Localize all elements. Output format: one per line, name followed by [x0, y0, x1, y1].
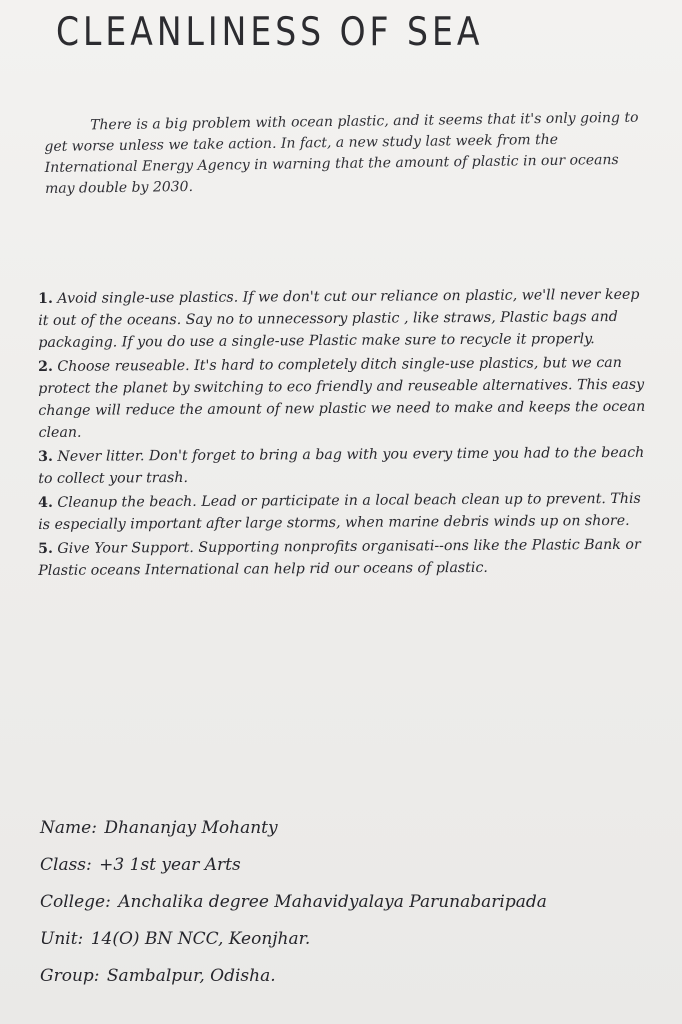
list-item: [38, 488, 652, 536]
list-item-text: Cleanup the beach. Lead or participate in a local beach clean up to prevent. This is especially important after large storms, when marine debris winds up on shore.: [38, 490, 641, 533]
intro-text: There is a big problem with ocean plastic, and it seems that it's only going to get worse unless we take action. In fact, a new study last week from the International Energy Agency in warning that the amount of plastic in our oceans may double by 2030.: [44, 109, 639, 197]
list-item: [38, 352, 653, 444]
list-item-number: 4.: [38, 494, 53, 511]
list-item-number: 3.: [38, 448, 53, 465]
detail-group: [40, 958, 660, 995]
detail-value: +3 1st year Arts: [99, 855, 241, 875]
detail-label: Unit:: [40, 929, 84, 949]
detail-name: [40, 810, 660, 847]
detail-unit: [40, 921, 660, 958]
detail-label: Group:: [40, 966, 100, 986]
list-item-text: Choose reuseable. It's hard to completely ditch single-use plastics, but we can protect the planet by switching to eco friendly and reuseable alternatives. This easy change will reduce the amount of new plastic we need to make and keeps the ocean clean.: [38, 354, 646, 441]
page-title: CLEANLINESS OF SEA: [56, 8, 484, 55]
list-item-number: 2.: [38, 358, 53, 375]
detail-label: Name:: [40, 818, 97, 838]
list-item: [38, 284, 652, 354]
detail-class: [40, 847, 660, 884]
detail-value: Anchalika degree Mahavidyalaya Parunabaripada: [118, 892, 547, 912]
author-details: [40, 810, 660, 995]
list-item: [38, 442, 652, 490]
list-item: [38, 534, 652, 582]
list-item-number: 1.: [38, 290, 53, 307]
detail-value: Dhananjay Mohanty: [104, 818, 278, 838]
intro-paragraph: [44, 109, 644, 200]
list-item-text: Avoid single-use plastics. If we don't cut our reliance on plastic, we'll never keep it out of the oceans. Say no to unnecessory plastic , like straws, Plastic bags and packaging. If you do use a single-use Plastic make sure to recycle it properly.: [38, 286, 640, 351]
list-item-number: 5.: [38, 540, 53, 557]
detail-value: 14(O) BN NCC, Keonjhar.: [90, 929, 311, 949]
detail-label: College:: [40, 892, 111, 912]
detail-college: [40, 884, 660, 921]
detail-value: Sambalpur, Odisha.: [106, 966, 276, 986]
detail-label: Class:: [40, 855, 92, 875]
tips-list: [38, 288, 652, 584]
list-item-text: Give Your Support. Supporting nonprofits organisati--ons like the Plastic Bank or Plastic oceans International can help rid our oceans of plastic.: [38, 536, 641, 579]
list-item-text: Never litter. Don't forget to bring a bag with you every time you had to the beach to collect your trash.: [38, 444, 645, 487]
